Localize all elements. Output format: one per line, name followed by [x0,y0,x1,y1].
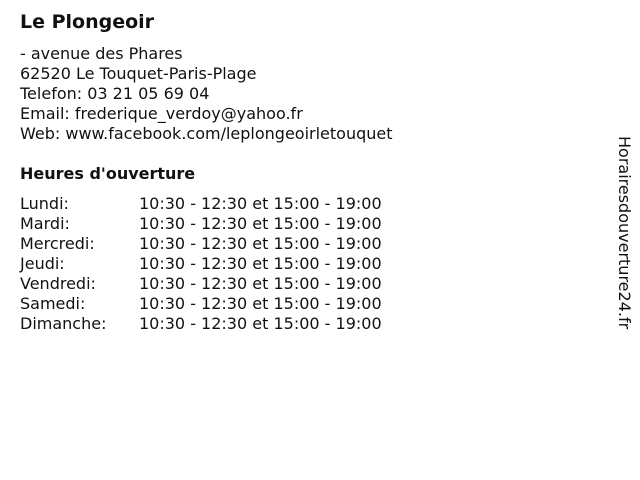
website: Web: www.facebook.com/leplongeoirletouquet [20,124,393,143]
hours-row-sunday [20,314,382,334]
email-address: Email: frederique_verdoy@yahoo.fr [20,104,303,123]
street-address: - avenue des Phares [20,44,183,63]
hours-day: Mercredi: [20,234,95,253]
contact-block [20,44,393,144]
hours-time: 10:30 - 12:30 et 15:00 - 19:00 [139,314,382,333]
hours-day: Vendredi: [20,274,96,293]
hours-day: Mardi: [20,214,70,233]
site-watermark: Horairesdouverture24.fr [615,136,634,330]
hours-day: Samedi: [20,294,86,313]
hours-time: 10:30 - 12:30 et 15:00 - 19:00 [139,294,382,313]
hours-time: 10:30 - 12:30 et 15:00 - 19:00 [139,274,382,293]
hours-row-saturday [20,294,382,314]
hours-row-wednesday [20,234,382,254]
business-name: Le Plongeoir [20,11,155,33]
hours-row-thursday [20,254,382,274]
hours-day: Dimanche: [20,314,107,333]
hours-row-tuesday [20,214,382,234]
hours-day: Jeudi: [20,254,65,273]
hours-time: 10:30 - 12:30 et 15:00 - 19:00 [139,234,382,253]
hours-heading: Heures d'ouverture [20,164,196,183]
hours-time: 10:30 - 12:30 et 15:00 - 19:00 [139,194,382,213]
hours-row-friday [20,274,382,294]
phone-number: Telefon: 03 21 05 69 04 [20,84,210,103]
hours-row-monday [20,194,382,214]
hours-table [20,194,382,334]
hours-time: 10:30 - 12:30 et 15:00 - 19:00 [139,254,382,273]
hours-time: 10:30 - 12:30 et 15:00 - 19:00 [139,214,382,233]
hours-day: Lundi: [20,194,69,213]
city-address: 62520 Le Touquet-Paris-Plage [20,64,257,83]
